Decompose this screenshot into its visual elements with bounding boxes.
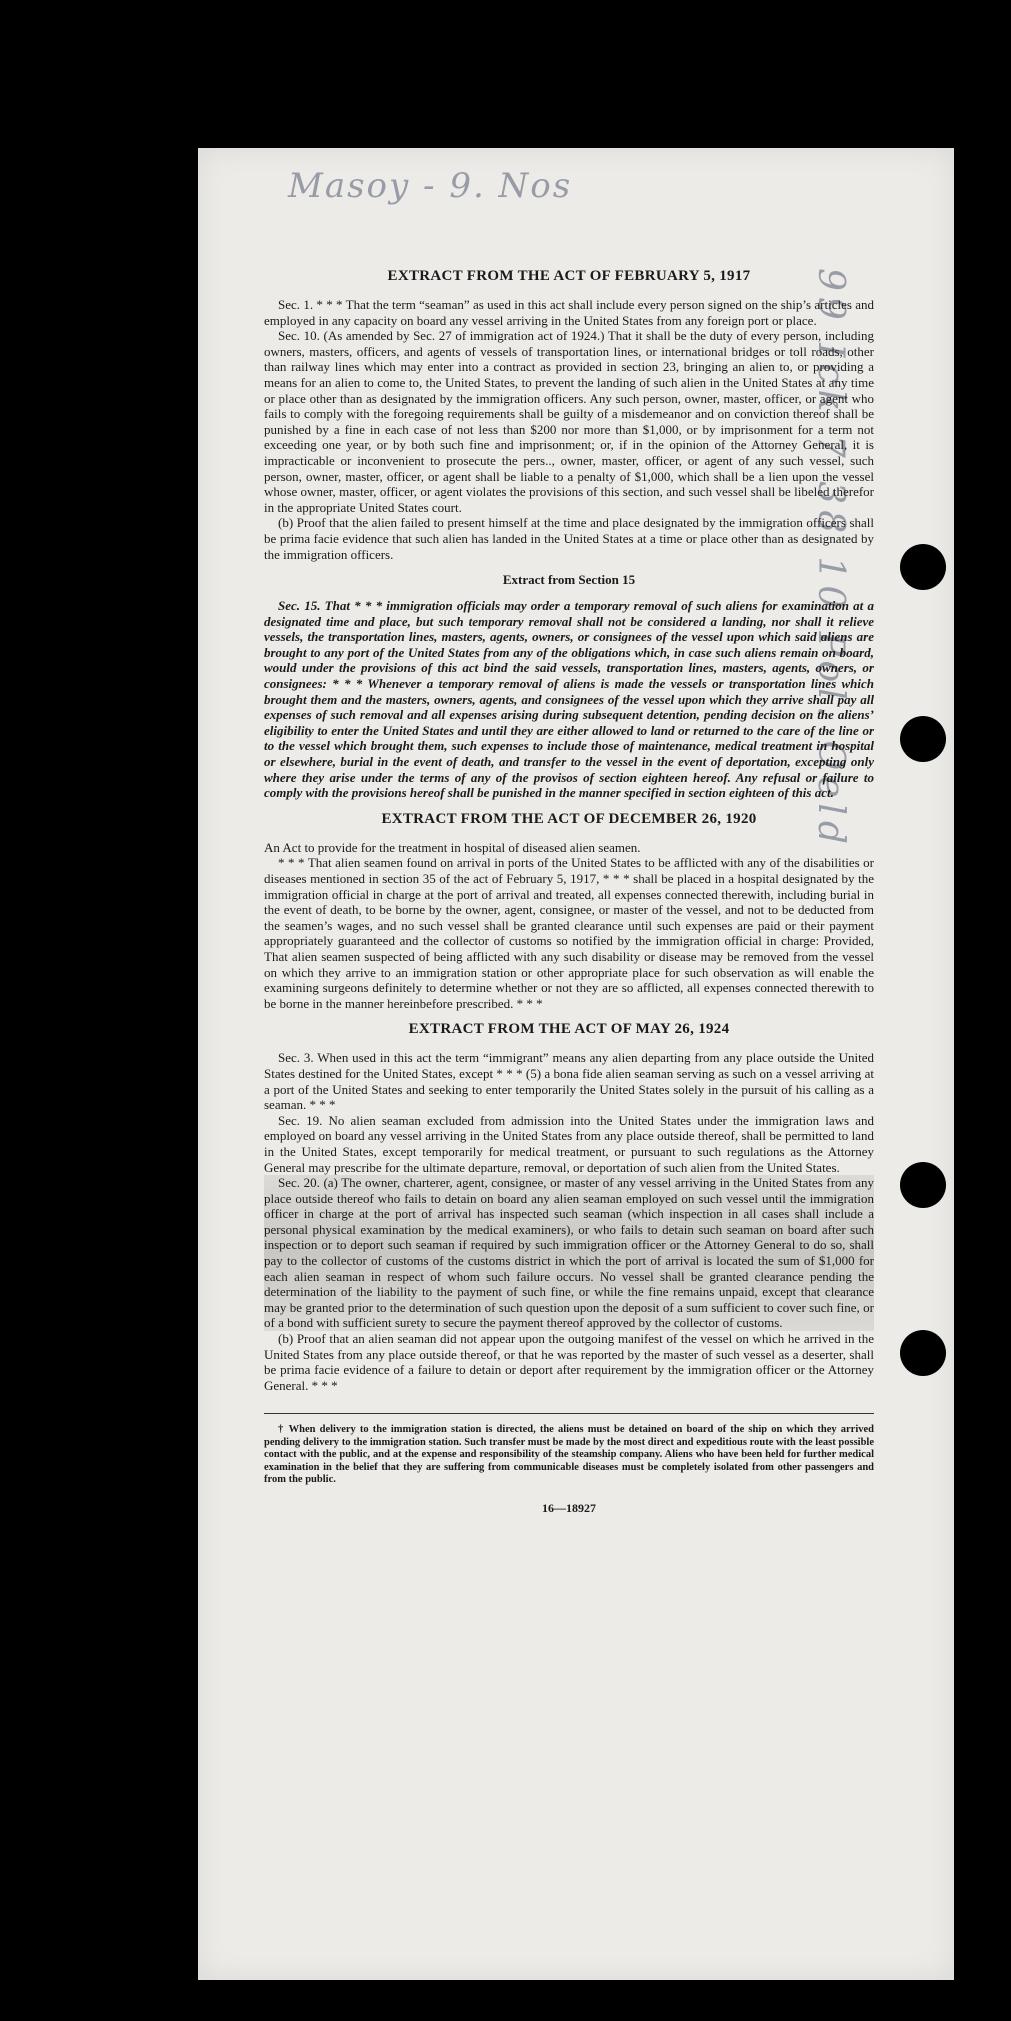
paragraph: Sec. 10. (As amended by Sec. 27 of immigration act of 1924.) That it shall be the duty of every person, including owners, masters, officers, and agents of vessels of transportation lines, or international bridges or toll roads, other than railway lines which may enter into a contract as provided in section 23, bringing an alien to, or providing a means for an alien to come to, the United States, to prevent the landing of such alien in the United States at any time or place other than as designated by the immigration officers. Any such person, owner, master, officer, or agent who fails to comply with the foregoing requirements shall be guilty of a misdemeanor and on conviction thereof shall be punished by a fine in each case of not less than $200 nor more than $1,000, or by imprisonment for a term not exceeding one year, or by both such fine and imprisonment; or, if in the opinion of the Attorney General, it is impracticable or inconvenient to prosecute the pers.., owner, master, officer, or agent of any such vessel, such person, owner, master, officer, or agent shall be liable to a penalty of $1,000, which shall be a lien upon the vessel whose owner, master, officer, or agent violates the provisions of this section, and such vessel shall be libeled therefor in the appropriate United States court. [264,328,874,515]
punch-hole [900,1162,946,1208]
paragraph: Sec. 3. When used in this act the term “immigrant” means any alien departing from any place outside the United States destined for the United States, except * * * (5) a bona fide alien seaman serving as such on a vessel arriving at a port of the United States and seeking to enter temporarily the United States solely in the pursuit of his calling as a seaman. * * * [264,1050,874,1113]
punch-hole [900,716,946,762]
paragraph: An Act to provide for the treatment in hospital of diseased alien seamen. [264,839,641,855]
handwritten-note-top: Masoy - 9. Nos [288,166,573,206]
paragraph: Sec. 19. No alien seaman excluded from admission into the United States under the immigration laws and employed on board any vessel arriving in the United States from any place outside thereof, shall be permitted to land in the United States, except temporarily for medical treatment, or pursuant to such regulations as the Attorney General may prescribe for the ultimate departure, removal, or deportation of such alien from the United States. [264,1112,874,1175]
handwritten-note-side: 99 Ick 7 38 10 Pol. Oeld [810,268,851,850]
footnote-divider [264,1413,874,1414]
page-number: 16—18927 [542,1500,596,1515]
punch-hole [900,1330,946,1376]
paragraph: (b) Proof that an alien seaman did not appear upon the outgoing manifest of the vessel on which he arrived in the United States from any place outside thereof, or that he was reported by the master of such vessel as a deserter, shall be prima facie evidence of a failure to detain or deport after requirement by the immigration officer or the Attorney General. * * * [264,1331,874,1393]
section-heading: EXTRACT FROM THE ACT OF DECEMBER 26, 1920 [381,810,757,827]
document-page [198,148,954,1980]
footnote: † When delivery to the immigration station is directed, the aliens must be detained on board of the ship on which they arrived pending delivery to the immigration station. Such transfer must be made by the most direct and expeditious route with the least possible contact with the public, and at the expense and responsibility of the steamship company. Aliens who have been held for further medical examination in the belief that they are suffering from communicable diseases must be completely isolated from other passengers and from the public. [264,1424,874,1486]
punch-hole [900,544,946,590]
document-body [264,268,874,1516]
paragraph: * * * That alien seamen found on arrival in ports of the United States to be afflicted with any of the disabilities or diseases mentioned in section 35 of the act of February 5, 1917, * * * shall be placed in a hospital designated by the immigration official in charge at the port of arrival and treated, all expenses connected therewith, including burial in the event of death, to be borne by the owner, agent, consignee, or master of the vessel, and not to be deducted from the seamen’s wages, and no such vessel shall be granted clearance until such expenses are paid or their payment appropriately guaranteed and the collector of customs so notified by the immigration official in charge: Provided, That alien seamen suspected of being afflicted with any such disability or disease may be removed from the vessel on which they arrive to an immigration station or other appropriate place for such observation as will enable the examining surgeons definitely to determine whether or not they are so afflicted, all expenses connected therewith to be borne in the manner hereinbefore prescribed. * * * [264,855,874,1011]
section-subheading: Extract from Section 15 [502,572,636,588]
paragraph: Sec. 20. (a) The owner, charterer, agent, consignee, or master of any vessel arriving in the United States from any place outside thereof who fails to detain on board any alien seaman employed on such vessel until the immigration officer in charge at the port of arrival has inspected such seaman (which inspection in all cases shall include a personal physical examination by the medical examiners), or who fails to detain such seaman on board after such inspection or to deport such seaman if required by such immigration officer or the Attorney General to do so, shall pay to the collector of customs of the customs district in which the port of arrival is located the sum of $1,000 for each alien seaman in respect of whom such failure occurs. No vessel shall be granted clearance pending the determination of the liability to the payment of such fine, or while the fine remains unpaid, except that clearance may be granted prior to the determination of such question upon the deposit of a sum sufficient to cover such fine, or of a bond with sufficient surety to secure the payment thereof approved by the collector of customs. [264,1175,874,1331]
section-heading: EXTRACT FROM THE ACT OF MAY 26, 1924 [408,1021,730,1038]
section-heading: EXTRACT FROM THE ACT OF FEBRUARY 5, 1917 [387,268,751,284]
paragraph: (b) Proof that the alien failed to present himself at the time and place designated by the immigration officers shall be prima facie evidence that such alien has landed in the United States at a time or place other than as designated by the immigration officers. [264,515,874,562]
paragraph: Sec. 1. * * * That the term “seaman” as used in this act shall include every person signed on the ship’s articles and employed in any capacity on board any vessel arriving in the United States from any foreign port or place. [264,297,874,328]
paragraph: Sec. 15. That * * * immigration officials may order a temporary removal of such aliens for examination at a designated time and place, but such temporary removal shall not be considered a landing, nor shall it relieve vessels, the transportation lines, masters, agents, owners, or consignees of the vessel upon which said aliens are brought to any port of the United States from any of the obligations which, in case such aliens remain on board, would under the provisions of this act bind the said vessels, transportation lines, masters, agents, owners, or consignees: * * * Whenever a temporary removal of aliens is made the vessels or transportation lines which brought them and the masters, owners, agents, and consignees of the vessel upon which they arrive shall pay all expenses of such removal and all expenses arising during subsequent detention, pending decision on the aliens’ eligibility to enter the United States and until they are either allowed to land or returned to the care of the line or to the vessel which brought them, such expenses to include those of maintenance, medical treatment in hospital or elsewhere, burial in the event of death, and transfer to the vessel in the event of deportation, excepting only where they arise under the terms of any of the provisos of section eighteen hereof. Any refusal or failure to comply with the provisions hereof shall be punished in the manner specified in section eighteen of this act. [264,598,874,801]
